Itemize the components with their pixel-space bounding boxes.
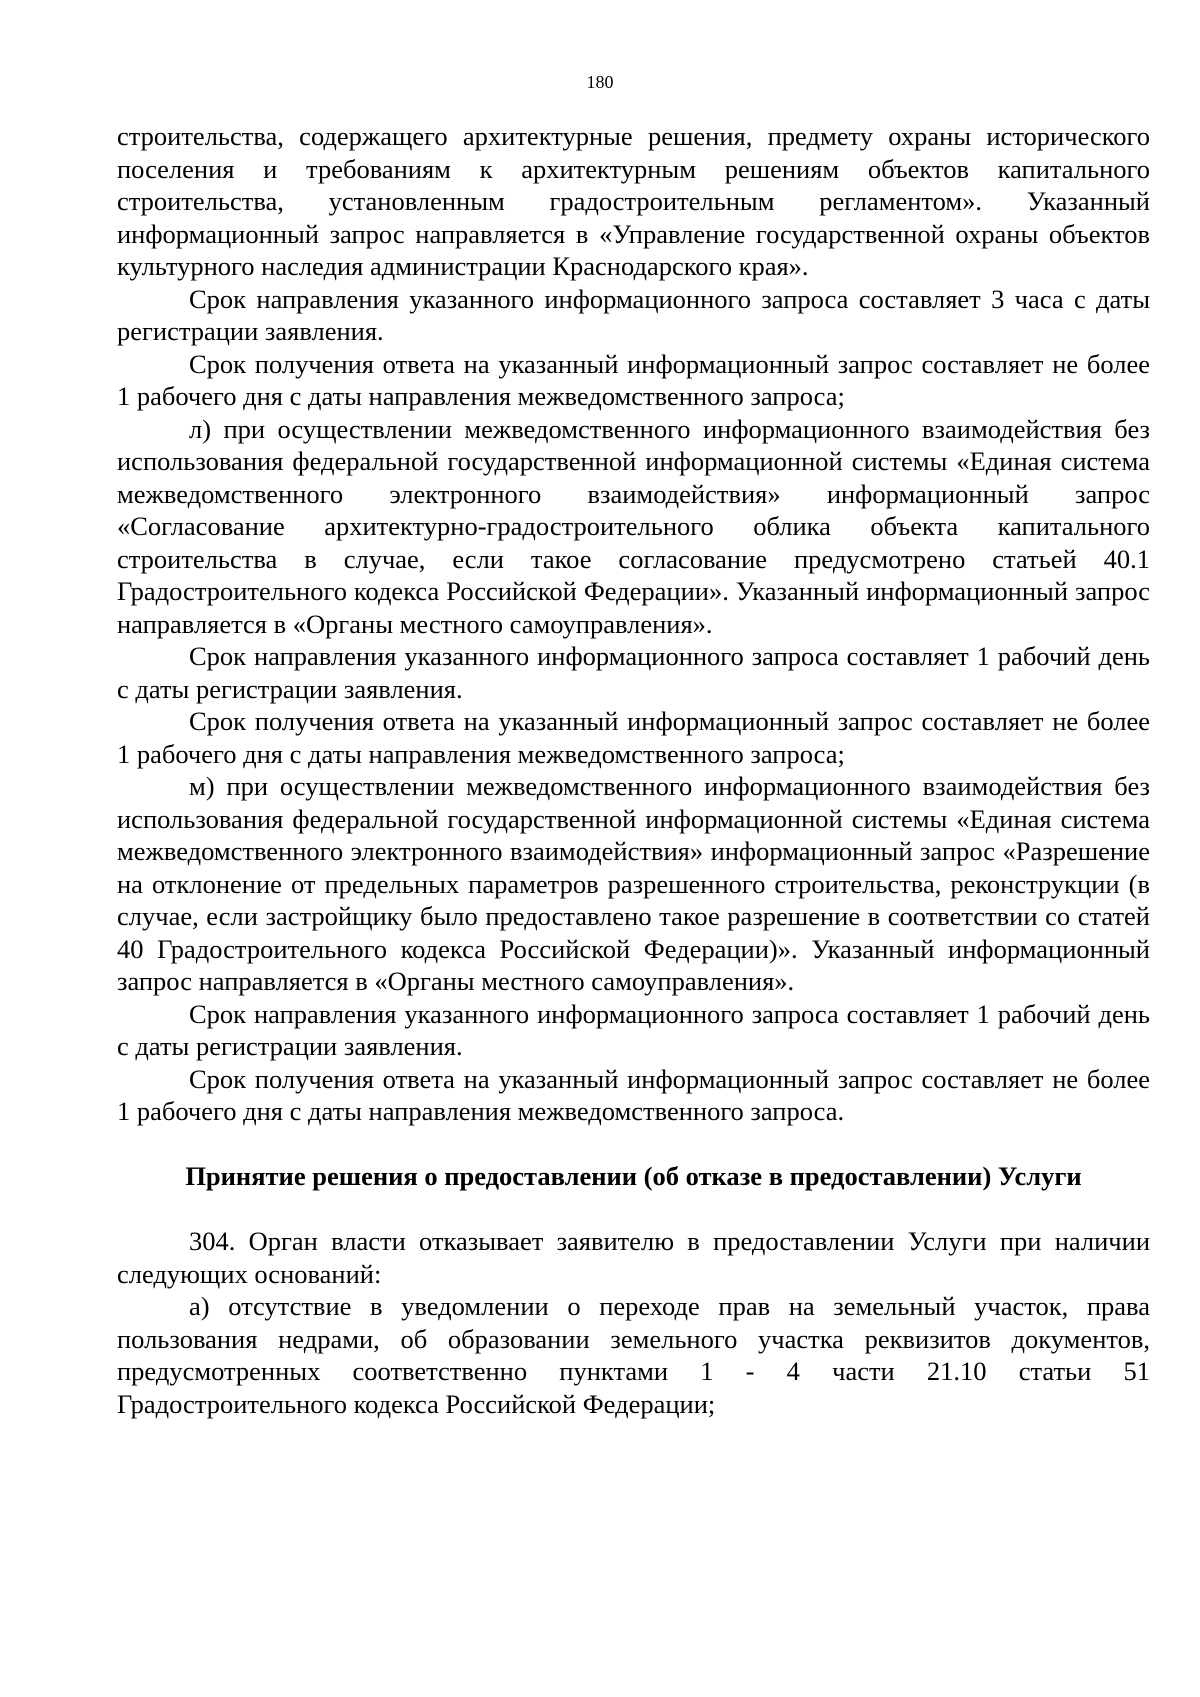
paragraph-deadline-response: Срок получения ответа на указанный информационный запрос составляет не более 1 рабочего дня с даты направления межведомственного запроса. bbox=[117, 1063, 1150, 1126]
paragraph-continuation: строительства, содержащего архитектурные решения, предмету охраны исторического поселения и требованиям к архитектурным решениям объектов капитального строительства, установленным градостроительным регламентом». Указанный информационный запрос направляется в «Управление государственной охраны объектов культурного наследия администрации Краснодарского края». bbox=[117, 121, 1150, 281]
section-heading: Принятие решения о предоставлении (об отказе в предоставлении) Услуги bbox=[185, 1161, 1082, 1191]
paragraph-deadline-response: Срок получения ответа на указанный информационный запрос составляет не более 1 рабочего дня с даты направления межведомственного запроса; bbox=[117, 706, 1150, 769]
paragraph-item-304: 304. Орган власти отказывает заявителю в предоставлении Услуги при наличии следующих оснований: bbox=[117, 1226, 1150, 1289]
paragraph-deadline-send: Срок направления указанного информационного запроса составляет 3 часа с даты регистрации заявления. bbox=[117, 283, 1150, 346]
paragraph-item-m: м) при осуществлении межведомственного информационного взаимодействия без использования федеральной государственной информационной системы «Единая система межведомственного электронного взаимодействия» информационный запрос «Разрешение на отклонение от предельных параметров разрешенного строительства, реконструкции (в случае, если застройщику было предоставлено такое разрешение в соответствии со статей 40 Градостроительного кодекса Российской Федерации)». Указанный информационный запрос направляется в «Органы местного самоуправления». bbox=[117, 771, 1150, 996]
paragraph-deadline-send: Срок направления указанного информационного запроса составляет 1 рабочий день с даты регистрации заявления. bbox=[117, 998, 1150, 1061]
document-body bbox=[117, 120, 1150, 1420]
paragraph-item-a: а) отсутствие в уведомлении о переходе прав на земельный участок, права пользования недрами, об образовании земельного участка реквизитов документов, предусмотренных соответственно пунктами 1 - 4 части 21.10 статьи 51 Градостроительного кодекса Российской Федерации; bbox=[117, 1291, 1150, 1419]
paragraph-item-l: л) при осуществлении межведомственного информационного взаимодействия без использования федеральной государственной информационной системы «Единая система межведомственного электронного взаимодействия» информационный запрос «Согласование архитектурно-градостроительного облика объекта капитального строительства в случае, если такое согласование предусмотрено статьей 40.1 Градостроительного кодекса Российской Федерации». Указанный информационный запрос направляется в «Органы местного самоуправления». bbox=[117, 413, 1150, 639]
paragraph-deadline-response: Срок получения ответа на указанный информационный запрос составляет не более 1 рабочего дня с даты направления межведомственного запроса; bbox=[117, 348, 1150, 411]
paragraph-deadline-send: Срок направления указанного информационного запроса составляет 1 рабочий день с даты регистрации заявления. bbox=[117, 641, 1150, 704]
heading-spacer bbox=[117, 1193, 1150, 1226]
page-number: 180 bbox=[586, 72, 614, 92]
